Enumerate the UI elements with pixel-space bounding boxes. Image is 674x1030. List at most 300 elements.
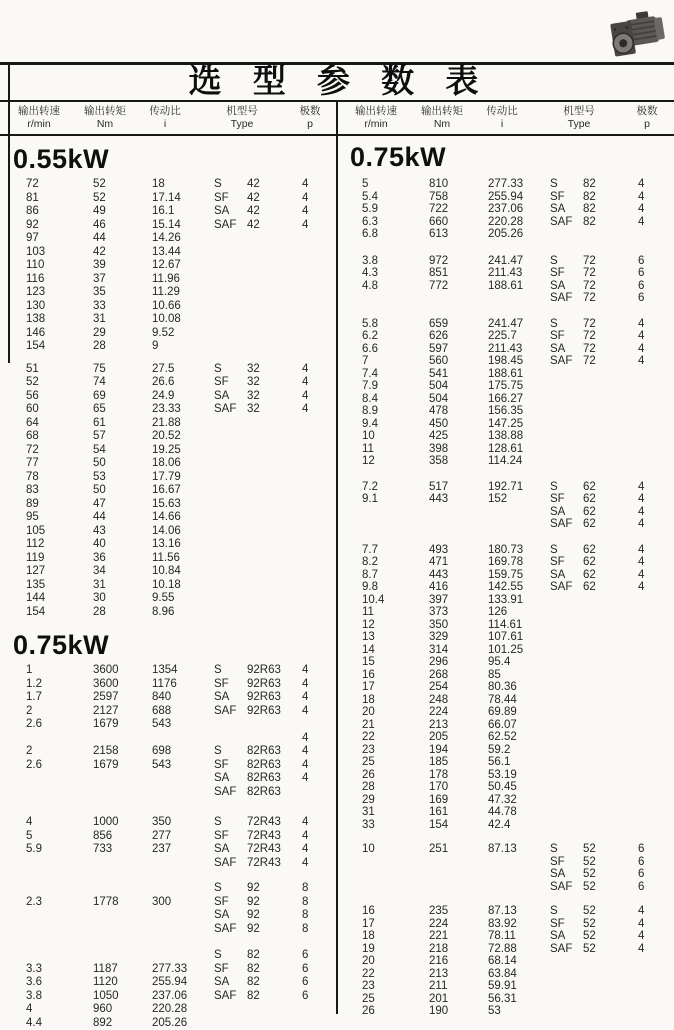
speed-cell: 9.1	[362, 493, 429, 506]
speed-cell: 116	[26, 273, 93, 287]
ratio-cell: 9	[152, 340, 214, 354]
ratio-cell: 27.5	[152, 363, 214, 377]
ratio-cell: 350	[152, 816, 214, 830]
type-size-cell	[247, 246, 302, 260]
gear-table-block	[8, 178, 336, 354]
type-size-cell: 62	[583, 544, 638, 557]
speed-cell: 154	[26, 340, 93, 354]
type-size-cell: 72	[583, 318, 638, 331]
type-size-cell: 72R43	[247, 816, 302, 830]
type-prefix-cell	[550, 955, 583, 968]
table-row	[345, 681, 674, 694]
torque-cell: 194	[429, 744, 488, 757]
torque-cell: 659	[429, 318, 488, 331]
torque-cell: 57	[93, 430, 152, 444]
torque-cell	[93, 923, 152, 937]
ratio-cell	[152, 786, 214, 800]
speed-cell: 23	[362, 744, 429, 757]
poles-cell: 4	[638, 203, 666, 216]
type-size-cell: 82R63	[247, 759, 302, 773]
torque-cell: 248	[429, 694, 488, 707]
type-prefix-cell	[550, 619, 583, 632]
type-size-cell: 92	[247, 923, 302, 937]
ratio-cell: 53.19	[488, 769, 550, 782]
poles-cell	[638, 968, 666, 981]
type-prefix-cell: SF	[214, 896, 247, 910]
type-size-cell: 32	[247, 376, 302, 390]
type-prefix-cell	[214, 565, 247, 579]
poles-cell: 8	[302, 896, 330, 910]
torque-cell: 224	[429, 918, 488, 931]
type-prefix-cell: SA	[214, 909, 247, 923]
table-row	[345, 943, 674, 956]
poles-cell	[302, 565, 330, 579]
ratio-cell: 12.67	[152, 259, 214, 273]
speed-cell: 135	[26, 579, 93, 593]
torque-cell: 597	[429, 343, 488, 356]
type-prefix-cell: S	[214, 178, 247, 192]
ratio-cell: 152	[488, 493, 550, 506]
torque-cell: 50	[93, 457, 152, 471]
ratio-cell: 19.25	[152, 444, 214, 458]
torque-cell: 205	[429, 731, 488, 744]
table-row	[345, 443, 674, 456]
ratio-cell: 14.26	[152, 232, 214, 246]
poles-cell	[302, 430, 330, 444]
poles-cell: 4	[302, 178, 330, 192]
table-row	[8, 565, 336, 579]
table-row	[8, 552, 336, 566]
table-row	[8, 538, 336, 552]
ratio-cell: 59.2	[488, 744, 550, 757]
ratio-cell: 16.67	[152, 484, 214, 498]
type-prefix-cell	[550, 968, 583, 981]
torque-cell: 613	[429, 228, 488, 241]
ratio-cell: 255.94	[488, 191, 550, 204]
table-row	[8, 457, 336, 471]
table-row	[8, 718, 336, 732]
type-size-cell: 52	[583, 930, 638, 943]
poles-cell	[302, 538, 330, 552]
torque-cell: 185	[429, 756, 488, 769]
type-prefix-cell: SA	[214, 691, 247, 705]
table-row	[8, 525, 336, 539]
ratio-cell: 23.33	[152, 403, 214, 417]
type-prefix-cell	[550, 669, 583, 682]
type-size-cell	[247, 313, 302, 327]
torque-cell: 892	[93, 1017, 152, 1030]
type-prefix-cell	[550, 819, 583, 832]
poles-cell	[638, 681, 666, 694]
table-row	[345, 280, 674, 293]
table-row	[8, 286, 336, 300]
speed-cell: 5.9	[362, 203, 429, 216]
table-row	[345, 1005, 674, 1018]
table-row	[345, 544, 674, 557]
type-prefix-cell: SAF	[550, 943, 583, 956]
torque-cell: 211	[429, 980, 488, 993]
column-header-unit: r/min	[4, 118, 74, 131]
table-row	[8, 759, 336, 773]
torque-cell: 61	[93, 417, 152, 431]
table-row	[8, 579, 336, 593]
type-size-cell	[247, 457, 302, 471]
poles-cell	[638, 380, 666, 393]
type-size-cell	[583, 405, 638, 418]
ratio-cell: 192.71	[488, 481, 550, 494]
poles-cell	[302, 1017, 330, 1030]
speed-cell: 146	[26, 327, 93, 341]
poles-cell	[638, 644, 666, 657]
table-row	[8, 896, 336, 910]
ratio-cell: 47.32	[488, 794, 550, 807]
poles-cell: 8	[302, 909, 330, 923]
torque-cell: 235	[429, 905, 488, 918]
type-size-cell	[583, 656, 638, 669]
ratio-cell: 69.89	[488, 706, 550, 719]
torque-cell: 75	[93, 363, 152, 377]
poles-cell	[638, 819, 666, 832]
poles-cell	[302, 300, 330, 314]
table-row	[345, 930, 674, 943]
speed-cell: 138	[26, 313, 93, 327]
speed-cell: 68	[26, 430, 93, 444]
poles-cell	[638, 228, 666, 241]
table-row	[8, 678, 336, 692]
table-row	[345, 191, 674, 204]
table-row	[345, 806, 674, 819]
type-size-cell: 52	[583, 856, 638, 869]
table-row	[345, 556, 674, 569]
type-prefix-cell	[214, 300, 247, 314]
table-row	[8, 430, 336, 444]
torque-cell: 425	[429, 430, 488, 443]
poles-cell	[638, 781, 666, 794]
type-prefix-cell: S	[214, 745, 247, 759]
ratio-cell: 21.88	[152, 417, 214, 431]
torque-cell: 504	[429, 393, 488, 406]
ratio-cell: 180.73	[488, 544, 550, 557]
type-size-cell	[583, 418, 638, 431]
torque-cell: 2597	[93, 691, 152, 705]
table-row	[345, 493, 674, 506]
table-row	[345, 455, 674, 468]
speed-cell: 7	[362, 355, 429, 368]
speed-cell: 83	[26, 484, 93, 498]
poles-cell: 4	[302, 219, 330, 233]
torque-cell: 52	[93, 192, 152, 206]
torque-cell	[93, 909, 152, 923]
type-size-cell: 82R63	[247, 745, 302, 759]
ratio-cell: 11.96	[152, 273, 214, 287]
type-prefix-cell: SA	[214, 843, 247, 857]
type-prefix-cell: SAF	[214, 990, 247, 1004]
type-prefix-cell: SA	[214, 205, 247, 219]
ratio-cell: 10.08	[152, 313, 214, 327]
type-size-cell	[583, 955, 638, 968]
type-size-cell	[247, 273, 302, 287]
table-row	[8, 592, 336, 606]
type-size-cell	[583, 430, 638, 443]
table-row	[8, 300, 336, 314]
type-prefix-cell: SAF	[214, 923, 247, 937]
type-size-cell: 42	[247, 178, 302, 192]
speed-cell	[26, 732, 93, 746]
ratio-cell: 18	[152, 178, 214, 192]
type-size-cell	[583, 744, 638, 757]
ratio-cell: 85	[488, 669, 550, 682]
speed-cell: 17	[362, 918, 429, 931]
speed-cell: 127	[26, 565, 93, 579]
torque-cell: 50	[93, 484, 152, 498]
torque-cell: 213	[429, 968, 488, 981]
type-prefix-cell	[214, 430, 247, 444]
type-prefix-cell: SA	[214, 772, 247, 786]
type-prefix-cell	[550, 694, 583, 707]
poles-cell: 4	[638, 481, 666, 494]
ratio-cell: 9.55	[152, 592, 214, 606]
poles-cell: 4	[638, 343, 666, 356]
ratio-cell: 159.75	[488, 569, 550, 582]
ratio-cell: 9.52	[152, 327, 214, 341]
table-row	[8, 843, 336, 857]
ratio-cell: 15.63	[152, 498, 214, 512]
poles-cell	[638, 368, 666, 381]
poles-cell	[302, 471, 330, 485]
speed-cell: 29	[362, 794, 429, 807]
table-row	[8, 363, 336, 377]
torque-cell: 493	[429, 544, 488, 557]
speed-cell: 2.3	[26, 896, 93, 910]
speed-cell	[26, 786, 93, 800]
poles-cell	[638, 806, 666, 819]
table-row	[345, 318, 674, 331]
torque-cell: 3600	[93, 678, 152, 692]
torque-cell: 161	[429, 806, 488, 819]
right-column	[345, 137, 674, 1018]
speed-cell: 15	[362, 656, 429, 669]
ratio-cell: 72.88	[488, 943, 550, 956]
type-prefix-cell: SAF	[550, 216, 583, 229]
torque-cell: 443	[429, 569, 488, 582]
type-size-cell: 72	[583, 330, 638, 343]
torque-cell: 178	[429, 769, 488, 782]
table-row	[8, 745, 336, 759]
table-row	[345, 918, 674, 931]
speed-cell: 110	[26, 259, 93, 273]
table-row	[8, 259, 336, 273]
column-divider	[336, 102, 338, 1014]
poles-cell: 4	[302, 403, 330, 417]
ratio-cell: 59.91	[488, 980, 550, 993]
poles-cell: 4	[302, 664, 330, 678]
poles-cell: 4	[302, 759, 330, 773]
speed-cell: 119	[26, 552, 93, 566]
ratio-cell: 50.45	[488, 781, 550, 794]
table-row	[8, 471, 336, 485]
column-header-label: 输出转速	[4, 105, 74, 118]
table-row	[345, 644, 674, 657]
ratio-cell: 175.75	[488, 380, 550, 393]
type-prefix-cell	[214, 232, 247, 246]
speed-cell: 5	[362, 178, 429, 191]
ratio-cell: 255.94	[152, 976, 214, 990]
torque-cell: 47	[93, 498, 152, 512]
table-row	[345, 569, 674, 582]
type-size-cell: 52	[583, 843, 638, 856]
type-size-cell: 32	[247, 390, 302, 404]
table-row	[345, 594, 674, 607]
torque-cell: 1120	[93, 976, 152, 990]
ratio-cell: 188.61	[488, 368, 550, 381]
poles-cell: 6	[638, 856, 666, 869]
ratio-cell: 62.52	[488, 731, 550, 744]
type-size-cell	[247, 1017, 302, 1030]
torque-cell: 33	[93, 300, 152, 314]
ratio-cell: 543	[152, 718, 214, 732]
type-prefix-cell: S	[550, 318, 583, 331]
speed-cell: 2	[26, 705, 93, 719]
torque-cell: 54	[93, 444, 152, 458]
table-row	[345, 656, 674, 669]
speed-cell: 64	[26, 417, 93, 431]
speed-cell: 25	[362, 993, 429, 1006]
type-size-cell	[583, 719, 638, 732]
speed-cell: 31	[362, 806, 429, 819]
type-prefix-cell: SAF	[550, 518, 583, 531]
type-prefix-cell: SA	[214, 390, 247, 404]
table-row	[8, 882, 336, 896]
type-prefix-cell	[214, 259, 247, 273]
table-row	[345, 355, 674, 368]
ratio-cell: 114.61	[488, 619, 550, 632]
poles-cell: 4	[638, 930, 666, 943]
type-size-cell: 72	[583, 255, 638, 268]
torque-cell	[93, 772, 152, 786]
type-prefix-cell	[550, 756, 583, 769]
ratio-cell: 166.27	[488, 393, 550, 406]
type-size-cell: 82	[583, 178, 638, 191]
type-size-cell	[247, 552, 302, 566]
torque-cell: 504	[429, 380, 488, 393]
speed-cell: 72	[26, 178, 93, 192]
table-row	[8, 192, 336, 206]
ratio-cell: 101.25	[488, 644, 550, 657]
type-size-cell	[583, 1005, 638, 1018]
torque-cell: 29	[93, 327, 152, 341]
torque-cell: 541	[429, 368, 488, 381]
type-prefix-cell	[550, 606, 583, 619]
poles-cell	[302, 340, 330, 354]
ratio-cell: 87.13	[488, 905, 550, 918]
type-size-cell	[583, 619, 638, 632]
type-prefix-cell	[214, 1003, 247, 1017]
ratio-cell: 13.44	[152, 246, 214, 260]
type-prefix-cell	[550, 781, 583, 794]
ratio-cell: 277.33	[152, 963, 214, 977]
speed-cell: 5.9	[26, 843, 93, 857]
ratio-cell	[152, 923, 214, 937]
column-header-label: 输出转速	[341, 105, 411, 118]
ratio-cell	[152, 949, 214, 963]
column-header	[341, 105, 411, 131]
type-prefix-cell	[550, 380, 583, 393]
torque-cell	[93, 882, 152, 896]
table-row	[8, 444, 336, 458]
table-row	[8, 772, 336, 786]
poles-cell	[302, 498, 330, 512]
torque-cell	[429, 292, 488, 305]
speed-cell: 4.3	[362, 267, 429, 280]
type-prefix-cell	[214, 579, 247, 593]
type-prefix-cell	[214, 273, 247, 287]
table-header-left	[0, 105, 337, 131]
table-row	[8, 949, 336, 963]
gear-table-block	[345, 544, 674, 832]
poles-cell: 4	[638, 943, 666, 956]
ratio-cell	[152, 882, 214, 896]
table-row	[345, 843, 674, 856]
torque-cell	[93, 732, 152, 746]
type-size-cell: 62	[583, 518, 638, 531]
type-prefix-cell: SF	[214, 376, 247, 390]
poles-cell	[638, 619, 666, 632]
ratio-cell: 17.79	[152, 471, 214, 485]
table-row	[345, 380, 674, 393]
table-row	[345, 769, 674, 782]
poles-cell	[302, 786, 330, 800]
speed-cell: 10.4	[362, 594, 429, 607]
poles-cell: 4	[638, 318, 666, 331]
type-size-cell	[583, 756, 638, 769]
speed-cell: 1.2	[26, 678, 93, 692]
poles-cell	[638, 744, 666, 757]
ratio-cell: 83.92	[488, 918, 550, 931]
column-header-unit: Type	[531, 118, 627, 131]
speed-cell: 95	[26, 511, 93, 525]
type-prefix-cell	[550, 430, 583, 443]
speed-cell: 23	[362, 980, 429, 993]
poles-cell: 6	[638, 843, 666, 856]
torque-cell: 1000	[93, 816, 152, 830]
column-header-label: 传动比	[136, 105, 194, 118]
gear-table-block	[8, 882, 336, 936]
torque-cell: 154	[429, 819, 488, 832]
type-prefix-cell: SA	[550, 203, 583, 216]
table-row	[8, 246, 336, 260]
type-size-cell: 92R63	[247, 691, 302, 705]
poles-cell	[638, 430, 666, 443]
table-row	[345, 228, 674, 241]
torque-cell: 722	[429, 203, 488, 216]
ratio-cell: 198.45	[488, 355, 550, 368]
type-size-cell: 82R63	[247, 772, 302, 786]
poles-cell: 8	[302, 923, 330, 937]
type-size-cell: 62	[583, 481, 638, 494]
speed-cell: 60	[26, 403, 93, 417]
power-section-heading: 0.55kW	[13, 145, 336, 173]
type-size-cell	[247, 579, 302, 593]
type-size-cell: 62	[583, 506, 638, 519]
torque-cell: 1050	[93, 990, 152, 1004]
gear-table-block	[8, 363, 336, 620]
speed-cell: 8.4	[362, 393, 429, 406]
type-size-cell	[583, 681, 638, 694]
torque-cell: 733	[93, 843, 152, 857]
table-row	[8, 976, 336, 990]
speed-cell: 52	[26, 376, 93, 390]
poles-cell	[638, 455, 666, 468]
